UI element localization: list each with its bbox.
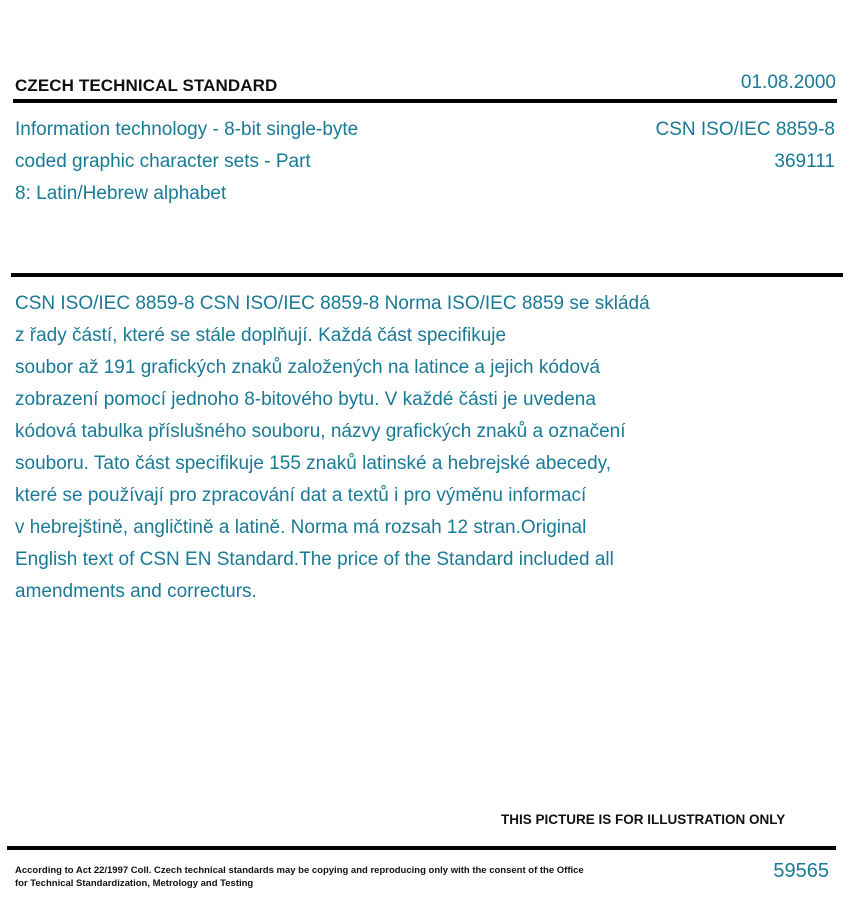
publication-date: 01.08.2000 [740, 72, 836, 93]
description-line: zobrazení pomocí jednoho 8-bitového bytu. V každé části je uvedena [15, 389, 596, 410]
legal-line: According to Act 22/1997 Coll. Czech technical standards may be copying and reproducing only with the consent of the Office [15, 865, 584, 876]
header-divider [13, 99, 837, 103]
standard-description [15, 288, 775, 608]
description-line: soubor až 191 grafických znaků založených na latince a jejich kódová [15, 357, 601, 378]
description-line: kódová tabulka příslušného souboru, názvy grafických znaků a označení [15, 421, 626, 442]
description-line: English text of CSN EN Standard.The price of the Standard included all [15, 549, 614, 570]
document-category: CZECH TECHNICAL STANDARD [15, 76, 278, 95]
standard-codes [655, 114, 835, 178]
description-line: amendments and correcturs. [15, 581, 257, 602]
title-line: Information technology - 8-bit single-byte [15, 119, 359, 140]
footer-divider [7, 846, 836, 850]
standard-code: CSN ISO/IEC 8859-8 [655, 119, 835, 140]
description-line: v hebrejštině, angličtině a latině. Norma má rozsah 12 stran.Original [15, 517, 587, 538]
title-line: 8: Latin/Hebrew alphabet [15, 183, 227, 204]
class-number: 369111 [774, 151, 835, 172]
document-number: 59565 [773, 860, 829, 882]
description-line: které se používají pro zpracování dat a textů i pro výměnu informací [15, 485, 587, 506]
legal-line: for Technical Standardization, Metrology and Testing [15, 878, 254, 889]
illustration-note: THIS PICTURE IS FOR ILLUSTRATION ONLY [501, 812, 786, 827]
section-divider [11, 273, 843, 277]
standard-title [15, 114, 435, 210]
description-line: z řady částí, které se stále doplňují. Každá část specifikuje [15, 325, 507, 346]
title-line: coded graphic character sets - Part [15, 151, 311, 172]
description-line: souboru. Tato část specifikuje 155 znaků latinské a hebrejské abecedy, [15, 453, 612, 474]
legal-notice [15, 864, 595, 890]
description-line: CSN ISO/IEC 8859-8 CSN ISO/IEC 8859-8 Norma ISO/IEC 8859 se skládá [15, 293, 650, 314]
